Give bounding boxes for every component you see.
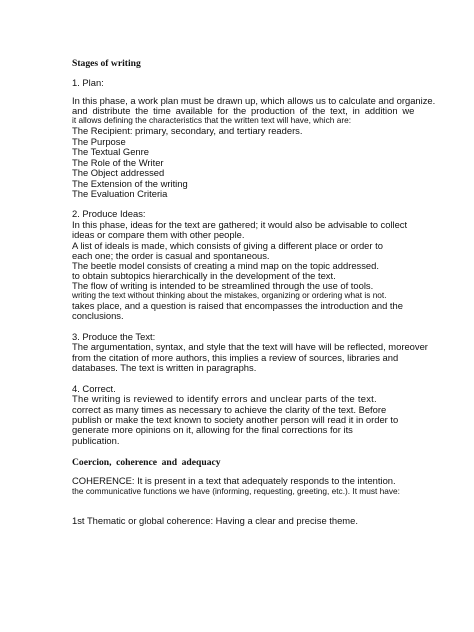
text-line: from the citation of more authors, this implies a review of sources, libraries and bbox=[72, 352, 399, 363]
ideas-line: writing the text without thinking about the mistakes, organizing or ordering what is not. bbox=[72, 290, 387, 300]
plan-line: In this phase, a work plan must be drawn up, which allows us to calculate and organize. bbox=[72, 95, 436, 106]
plan-line: The Recipient: primary, secondary, and tertiary readers. bbox=[72, 125, 303, 136]
plan-line: The Purpose bbox=[72, 136, 126, 147]
plan-line: The Evaluation Criteria bbox=[72, 188, 168, 199]
text-heading: 3. Produce the Text: bbox=[72, 331, 156, 342]
plan-heading: 1. Plan: bbox=[72, 77, 104, 88]
coercion-heading: Coercion, coherence and adequacy bbox=[72, 457, 221, 468]
plan-line: The Object addressed bbox=[72, 167, 165, 178]
correct-line: correct as many times as necessary to achieve the clarity of the text. Before bbox=[72, 404, 387, 415]
document-title: Stages of writing bbox=[72, 58, 141, 69]
correct-heading: 4. Correct. bbox=[72, 383, 116, 394]
ideas-line: each one; the order is casual and spontaneous. bbox=[72, 250, 270, 261]
ideas-line: A list of ideals is made, which consists of giving a different place or order to bbox=[72, 240, 383, 251]
correct-line: generate more opinions on it, allowing for the final corrections for its bbox=[72, 424, 353, 435]
coherence-line: COHERENCE: It is present in a text that adequately responds to the intention. bbox=[72, 475, 396, 486]
ideas-line: The beetle model consists of creating a mind map on the topic addressed. bbox=[72, 260, 379, 271]
ideas-line: ideas or compare them with other people. bbox=[72, 229, 245, 240]
plan-line: and distribute the time available for the production of the text, in addition we bbox=[72, 105, 415, 116]
ideas-line: The flow of writing is intended to be streamlined through the use of tools. bbox=[72, 280, 374, 291]
correct-line: The writing is reviewed to identify errors and unclear parts of the text. bbox=[72, 393, 377, 404]
ideas-line: takes place, and a question is raised that encompasses the introduction and the bbox=[72, 300, 403, 311]
plan-line: it allows defining the characteristics that the written text will have, which are: bbox=[72, 115, 351, 125]
correct-line: publication. bbox=[72, 435, 120, 446]
coherence-line: the communicative functions we have (informing, requesting, greeting, etc.). It must have: bbox=[72, 486, 400, 496]
ideas-line: conclusions. bbox=[72, 310, 124, 321]
ideas-line: In this phase, ideas for the text are gathered; it would also be advisable to collect bbox=[72, 219, 408, 230]
correct-line: publish or make the text known to society another person will read it in order to bbox=[72, 414, 399, 425]
text-line: The argumentation, syntax, and style that the text will have will be reflected, moreover bbox=[72, 341, 428, 352]
plan-line: The Extension of the writing bbox=[72, 178, 188, 189]
plan-line: The Role of the Writer bbox=[72, 157, 164, 168]
ideas-line: to obtain subtopics hierarchically in the development of the text. bbox=[72, 270, 336, 281]
plan-line: The Textual Genre bbox=[72, 146, 149, 157]
thematic-coherence-line: 1st Thematic or global coherence: Having a clear and precise theme. bbox=[72, 515, 358, 526]
text-line: databases. The text is written in paragraphs. bbox=[72, 362, 257, 373]
ideas-heading: 2. Produce Ideas: bbox=[72, 208, 146, 219]
